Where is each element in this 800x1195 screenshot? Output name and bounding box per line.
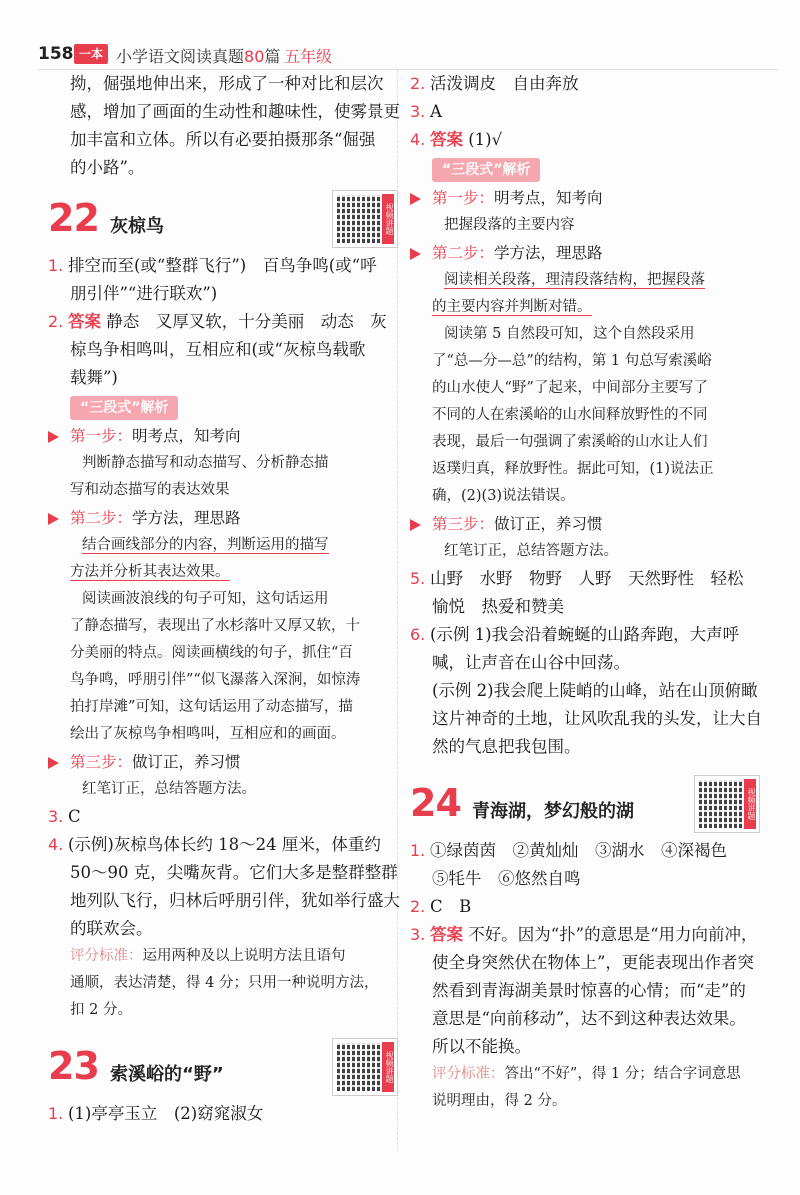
intro-line: 拗，倔强地伸出来，形成了一种对比和层次 — [70, 74, 384, 93]
section-24-header — [410, 775, 760, 837]
section-title: 青海湖，梦幻般的湖 — [472, 801, 634, 822]
answer-line: 这片神奇的土地，让风吹乱我的头发，让大自 — [432, 709, 762, 728]
qr-code[interactable] — [332, 1038, 398, 1096]
scoring-line: 说明理由，得 2 分。 — [432, 1093, 567, 1109]
book-title-text: 小学语文阅读真题 — [116, 47, 245, 66]
answer-line: 50～90 克，尖嘴灰背。它们大多是整群整群 — [70, 863, 398, 882]
intro-line: 感，增加了画面的生动性和趣味性，使雾景更 — [70, 102, 400, 121]
answer-line: 地列队飞行，归林后呼朋引伴，犹如举行盛大 — [70, 891, 400, 910]
method-line — [410, 267, 760, 294]
analysis-line: 把握段落的主要内容 — [444, 217, 575, 233]
answer-3 — [410, 98, 760, 126]
section-number: 22 — [48, 196, 99, 240]
qr-code[interactable] — [694, 775, 760, 833]
answer-line: 椋鸟争相鸣叫，互相应和(或“灰椋鸟载歌 — [70, 340, 366, 359]
analysis-line: 红笔订正，总结答题方法。 — [82, 781, 256, 797]
answer-text: 活泼调皮 自由奔放 — [430, 74, 579, 93]
answer-line: 然看到青海湖美景时惊喜的心情；而“走”的 — [432, 981, 746, 1000]
scoring-label: 评分标准： — [432, 1066, 505, 1082]
intro-line: 的小路”。 — [70, 158, 145, 177]
answer-6 — [410, 621, 760, 649]
section-number: 24 — [410, 781, 461, 825]
analysis-line: 拍打岸滩”可知，这句话运用了动态描写，描 — [70, 699, 353, 715]
answer-line: 愉悦 热爱和赞美 — [432, 597, 564, 616]
step-title: 学方法，理思路 — [132, 509, 241, 527]
step-title: 明考点，知考向 — [132, 427, 241, 445]
question-number: 2. — [410, 897, 426, 916]
answer-line: 使全身突然伏在物体上”，更能表现出作者突 — [432, 953, 754, 972]
answer-text: 排空而至(或“整群飞行”) 百鸟争鸣(或“呼 — [68, 256, 377, 275]
qr-pattern — [337, 195, 381, 243]
analysis-line: 鸟争鸣，呼朋引伴”“似飞瀑落入深涧，如惊涛 — [70, 672, 361, 688]
step-label: 第二步： — [70, 509, 133, 527]
answer-24-3 — [410, 921, 760, 949]
analysis-tag: “三段式”解析 — [432, 158, 540, 182]
arrow-icon — [48, 757, 59, 769]
analysis-tag: “三段式”解析 — [70, 396, 178, 420]
analysis-line: 表现，最后一句强调了索溪峪的山水让人们 — [432, 434, 708, 450]
answer-line: 所以不能换。 — [432, 1037, 531, 1056]
answer-5 — [410, 565, 760, 593]
qr-code[interactable] — [332, 190, 398, 248]
scoring-line: 通顺，表达清楚，得 4 分；只用一种说明方法， — [70, 975, 379, 991]
step-label: 第三步： — [432, 515, 495, 533]
answer-1 — [48, 252, 398, 280]
answer-text: ①绿茵茵 ②黄灿灿 ③湖水 ④深褐色 — [430, 841, 727, 860]
answer-text: A — [430, 102, 442, 121]
book-count: 80 — [244, 47, 265, 66]
answer-label: 答案 — [430, 130, 463, 149]
question-number: 4. — [410, 130, 426, 149]
scoring-text: 运用两种及以上说明方法且语句 — [142, 948, 346, 964]
page-header — [38, 42, 778, 68]
question-number: 5. — [410, 569, 426, 588]
qr-label: 视频讲题 — [382, 194, 394, 244]
section-22-header — [48, 190, 398, 252]
answer-text: 山野 水野 物野 人野 天然野性 轻松 — [430, 569, 744, 588]
question-number: 1. — [48, 256, 64, 275]
analysis-line: 了“总—分—总”的结构，第 1 句总写索溪峪 — [432, 353, 712, 369]
analysis-line: 阅读画波浪线的句子可知，这句话运用 — [82, 591, 329, 607]
analysis-line: 判断静态描写和动态描写、分析静态描 — [82, 455, 329, 471]
qr-label: 视频讲题 — [744, 779, 756, 829]
qr-pattern — [337, 1043, 381, 1091]
answer-line: (示例 2)我会爬上陡峭的山峰，站在山顶俯瞰 — [432, 681, 758, 700]
step-2 — [410, 239, 760, 267]
step-title: 做订正，养习惯 — [494, 515, 603, 533]
answer-line: 的联欢会。 — [70, 919, 153, 938]
underlined-text: 方法并分析其表达效果。 — [70, 564, 230, 580]
answer-2 — [48, 308, 398, 336]
answer-24-1 — [410, 837, 760, 865]
arrow-icon — [410, 193, 421, 205]
arrow-icon — [48, 431, 59, 443]
underlined-text: 结合画线部分的内容，判断运用的描写 — [82, 537, 329, 553]
answer-line: 意思是“向前移动”，达不到这种表达效果。 — [432, 1009, 746, 1028]
answer-24-2 — [410, 893, 760, 921]
scoring-line: 扣 2 分。 — [70, 1002, 132, 1018]
analysis-line: 的山水使人“野”了起来，中间部分主要写了 — [432, 380, 708, 396]
arrow-icon — [410, 248, 421, 260]
answer-line: 朋引伴”“进行联欢”) — [70, 284, 218, 303]
answer-label: 答案 — [68, 312, 101, 331]
book-unit: 篇 — [264, 47, 281, 66]
scoring-text: 答出“不好”，得 1 分；结合字词意思 — [504, 1066, 741, 1082]
scoring-line — [410, 1061, 760, 1088]
method-line — [410, 294, 760, 321]
page-number: 158 — [38, 44, 74, 64]
analysis-line: 分美丽的特点。阅读画横线的句子，抓住“百 — [70, 645, 353, 661]
arrow-icon — [48, 513, 59, 525]
analysis-line: 红笔订正，总结答题方法。 — [444, 543, 618, 559]
answer-23-1 — [48, 1100, 398, 1128]
question-number: 3. — [48, 807, 64, 826]
answer-text: 不好。因为“扑”的意思是“用力向前冲， — [468, 925, 758, 944]
intro-line: 加丰富和立体。所以有必要拍摄那条“倔强 — [70, 130, 376, 149]
question-number: 3. — [410, 925, 426, 944]
answer-text: (示例 1)我会沿着蜿蜒的山路奔跑，大声呼 — [430, 625, 740, 644]
answer-text: (1)√ — [468, 130, 503, 149]
scoring-label: 评分标准： — [70, 948, 143, 964]
question-number: 2. — [410, 74, 426, 93]
analysis-line: 不同的人在索溪峪的山水间释放野性的不同 — [432, 407, 708, 423]
step-3 — [410, 510, 760, 538]
method-line — [48, 559, 398, 586]
answer-text: 静态 叉厚叉软，十分美丽 动态 灰 — [106, 312, 387, 331]
section-number: 23 — [48, 1044, 99, 1088]
step-label: 第二步： — [432, 244, 495, 262]
step-label: 第一步： — [70, 427, 133, 445]
book-title — [116, 44, 280, 67]
grade-label: 五年级 — [284, 47, 333, 66]
analysis-line: 了静态描写，表现出了水杉落叶又厚又软，十 — [70, 618, 360, 634]
right-column — [410, 70, 760, 1115]
answer-4 — [410, 126, 760, 154]
answer-label: 答案 — [430, 925, 463, 944]
step-3 — [48, 748, 398, 776]
arrow-icon — [410, 519, 421, 531]
step-label: 第一步： — [432, 189, 495, 207]
answer-2 — [410, 70, 760, 98]
step-label: 第三步： — [70, 753, 133, 771]
analysis-line: 返璞归真，释放野性。据此可知，(1)说法正 — [432, 461, 714, 477]
step-1 — [410, 184, 760, 212]
question-number: 6. — [410, 625, 426, 644]
step-1 — [48, 422, 398, 450]
section-title: 灰椋鸟 — [110, 216, 164, 237]
method-line — [48, 532, 398, 559]
analysis-line: 确，(2)(3)说法错误。 — [432, 488, 575, 504]
question-number: 2. — [48, 312, 64, 331]
answer-4 — [48, 831, 398, 859]
underlined-text: 的主要内容并判断对错。 — [432, 299, 592, 315]
qr-label: 视频讲题 — [382, 1042, 394, 1092]
answer-text: C — [68, 807, 81, 826]
left-column — [48, 70, 398, 1128]
underlined-text: 阅读相关段落，理清段落结构，把握段落 — [444, 272, 705, 288]
question-number: 1. — [410, 841, 426, 860]
brand-badge: 一本 — [74, 44, 108, 64]
answer-text: (1)亭亭玉立 (2)窈窕淑女 — [68, 1104, 264, 1123]
step-2 — [48, 504, 398, 532]
question-number: 1. — [48, 1104, 64, 1123]
answer-text: (示例)灰椋鸟体长约 18～24 厘米，体重约 — [68, 835, 381, 854]
answer-line: 载舞”) — [70, 368, 118, 387]
answer-text: C B — [430, 897, 472, 916]
step-title: 学方法，理思路 — [494, 244, 603, 262]
scoring-line — [48, 943, 398, 970]
answer-line: 喊，让声音在山谷中回荡。 — [432, 653, 630, 672]
step-title: 明考点，知考向 — [494, 189, 603, 207]
analysis-line: 绘出了灰椋鸟争相鸣叫，互相应和的画面。 — [70, 726, 346, 742]
answer-3 — [48, 803, 398, 831]
qr-pattern — [699, 780, 743, 828]
answer-line: 然的气息把我包围。 — [432, 737, 581, 756]
section-23-header — [48, 1038, 398, 1100]
section-title: 索溪峪的“野” — [110, 1064, 224, 1085]
step-title: 做订正，养习惯 — [132, 753, 241, 771]
question-number: 3. — [410, 102, 426, 121]
analysis-line: 阅读第 5 自然段可知，这个自然段采用 — [444, 326, 695, 342]
analysis-line: 写和动态描写的表达效果 — [70, 482, 230, 498]
answer-line: ⑤牦牛 ⑥悠然自鸣 — [432, 869, 581, 888]
question-number: 4. — [48, 835, 64, 854]
